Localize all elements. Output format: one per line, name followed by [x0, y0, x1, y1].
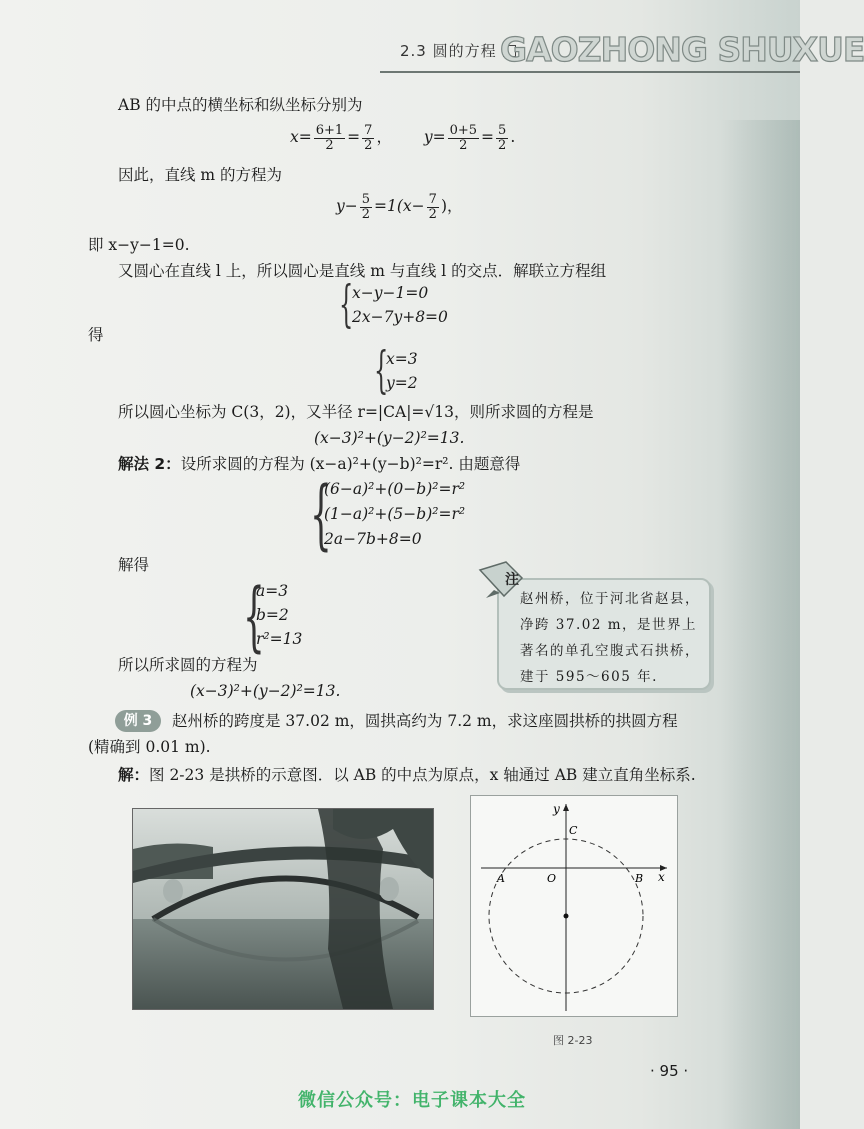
numerator: 0+5 — [449, 123, 478, 138]
point-b-label: B — [635, 872, 644, 885]
equals: = — [481, 128, 495, 147]
separator: ， — [376, 128, 392, 147]
system3-eq3: 2a−7b+8=0 — [324, 530, 422, 548]
y-axis-label: y — [553, 802, 560, 816]
midpoint-equations — [290, 124, 515, 152]
solution-2-text: 设所求圆的方程为 (x−a)²+(y−b)²=r². 由题意得 — [180, 455, 521, 473]
denominator: 2 — [364, 137, 373, 153]
point-c-label: C — [569, 824, 578, 837]
system2-eq2: y=2 — [386, 374, 418, 392]
brace: { — [243, 571, 265, 660]
fraction — [496, 124, 508, 152]
system1-eq1: x−y−1=0 — [352, 284, 429, 302]
watermark: 微信公众号：电子课本大全 — [298, 1090, 526, 1111]
text-line-midpoint: AB 的中点的横坐标和纵坐标分别为 — [118, 96, 363, 114]
denominator: 2 — [498, 137, 507, 153]
solution-2-label: 解法 2： — [118, 455, 181, 473]
brace: { — [374, 341, 389, 399]
header-rule — [380, 71, 800, 73]
system3-eq2: (1−a)²+(5−b)²=r² — [324, 505, 466, 523]
text-line-result: 所以所求圆的方程为 — [118, 656, 258, 674]
fraction — [360, 193, 372, 221]
brace: { — [339, 275, 354, 333]
text-line-line-m: 因此，直线 m 的方程为 — [118, 166, 283, 184]
system2-eq1: x=3 — [386, 350, 418, 368]
bridge-photo — [132, 808, 434, 1010]
line-m-equation — [336, 193, 463, 221]
circle-equation-2: (x−3)²+(y−2)²=13. — [190, 682, 341, 700]
text-line-solve: 解得 — [118, 556, 150, 574]
eq-part: )， — [440, 197, 463, 216]
system4-eq3: r²=13 — [256, 630, 303, 648]
system1-eq2: 2x−7y+8=0 — [352, 308, 448, 326]
system3-eq1: (6−a)²+(0−b)²=r² — [324, 480, 466, 498]
coordinate-diagram — [470, 795, 678, 1017]
example-badge: 例 3 — [115, 710, 161, 732]
point-a-label: A — [497, 872, 505, 885]
eq-part: =1(x− — [374, 197, 425, 216]
fraction — [314, 124, 345, 152]
solution-line — [118, 766, 696, 785]
system4-eq1: a=3 — [256, 582, 289, 600]
circle-equation: (x−3)²+(y−2)²=13. — [314, 429, 465, 447]
text-line-intersection: 又圆心在直线 l 上，所以圆心是直线 m 与直线 l 的交点．解联立方程组 — [118, 262, 607, 280]
solution-text: 图 2-23 是拱桥的示意图．以 AB 的中点为原点，x 轴通过 AB 建立直角坐标系. — [149, 766, 696, 784]
example-text: 赵州桥的跨度是 37.02 m，圆拱高约为 7.2 m，求这座圆拱桥的拱圆方程 — [172, 712, 678, 730]
brace: { — [310, 469, 332, 558]
running-header — [0, 28, 864, 80]
fraction — [362, 124, 374, 152]
eq-y-lhs: y= — [423, 128, 446, 147]
numerator: 6+1 — [315, 123, 344, 138]
section-title: 2.3 圆的方程 — [400, 40, 516, 61]
example-text-2: (精确到 0.01 m). — [88, 738, 211, 756]
numerator: 7 — [364, 123, 373, 138]
denominator: 2 — [428, 206, 437, 222]
page-edge-shading — [720, 120, 800, 1129]
period: . — [510, 128, 516, 147]
note-text: 赵州桥，位于河北省赵县，净跨 37.02 m，是世界上著名的单孔空腹式石拱桥，建于 595～605 年. — [520, 591, 700, 685]
figure-caption: 图 2-23 — [553, 1034, 593, 1047]
x-axis-label: x — [658, 870, 665, 884]
numerator: 5 — [498, 123, 507, 138]
numerator: 7 — [428, 192, 437, 207]
note-tag-label: 注 — [505, 572, 519, 588]
denominator: 2 — [459, 137, 468, 153]
fraction — [427, 193, 439, 221]
page-number: · 95 · — [650, 1062, 689, 1080]
text-line-center: 所以圆心坐标为 C(3，2)，又半径 r=|CA|=√13，则所求圆的方程是 — [118, 403, 594, 421]
header-brand: GAOZHONG SHUXUE — [500, 30, 864, 69]
eq-x-lhs: x= — [290, 128, 312, 147]
solution-label: 解： — [118, 766, 150, 784]
numerator: 5 — [361, 192, 371, 207]
origin-label: O — [547, 872, 557, 885]
denominator: 2 — [361, 206, 371, 222]
fraction — [448, 124, 479, 152]
eq-part: y− — [336, 197, 358, 216]
equals: = — [347, 128, 361, 147]
text-line-get: 得 — [88, 326, 104, 344]
text-line-simplified: 即 x−y−1=0. — [88, 236, 190, 254]
denominator: 2 — [325, 137, 334, 153]
system4-eq2: b=2 — [256, 606, 289, 624]
